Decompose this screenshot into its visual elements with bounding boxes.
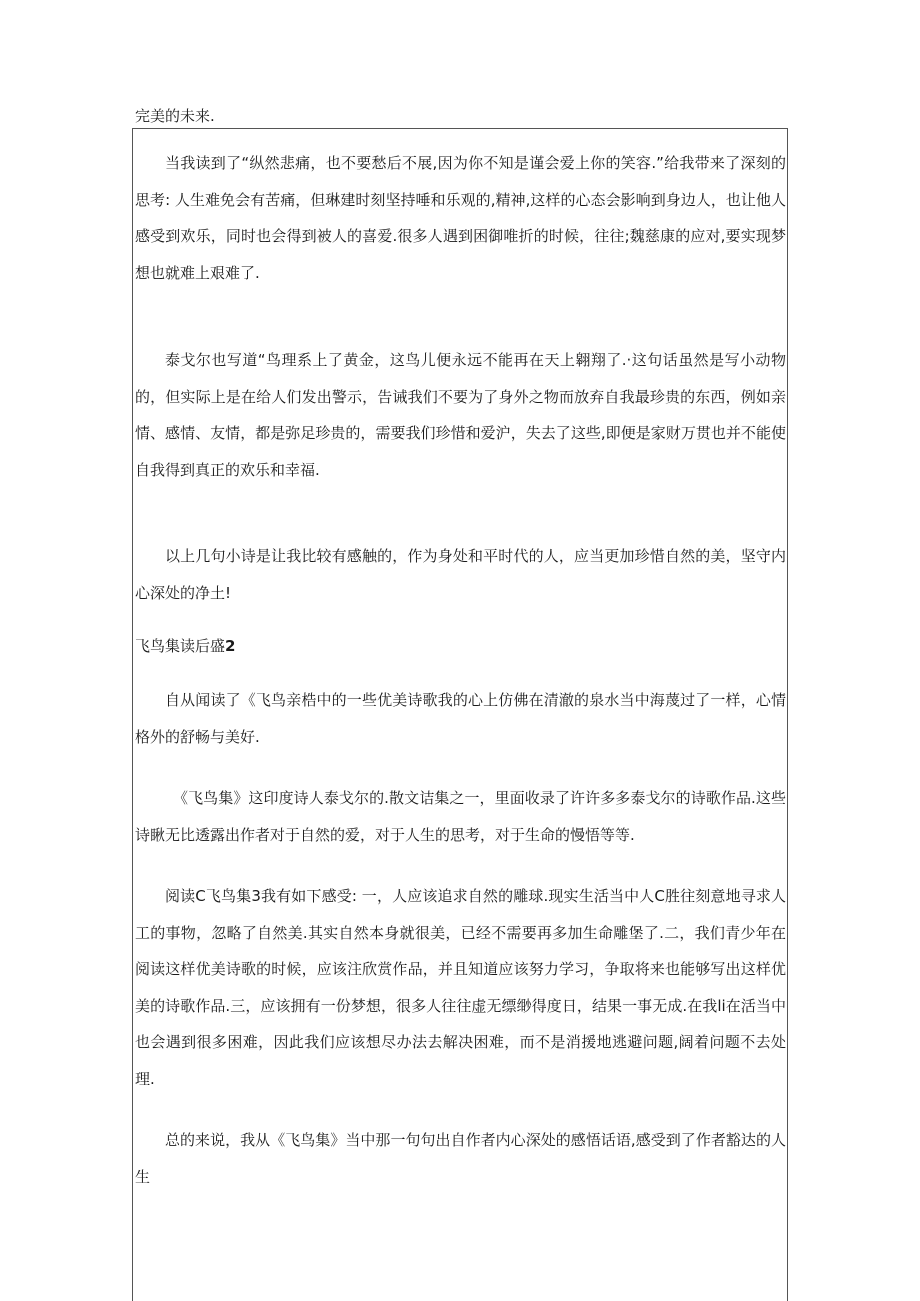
section-heading-number: 2 — [225, 637, 236, 655]
paragraph: 总的来说，我从《飞鸟集》当中那一句句出自作者内心深处的感悟话语,感受到了作者豁达的人生 — [135, 1131, 786, 1186]
top-fragment: 完美的未来. — [135, 107, 215, 125]
section-heading — [135, 634, 235, 658]
section-heading-text: 飞鸟集读后盛 — [135, 637, 226, 655]
paragraph: 泰戈尔也写道“鸟理系上了黄金，这鸟儿便永远不能再在天上翱翔了.·这句话虽然是写小动物的，但实际上是在给人们发出警示，告诫我们不要为了身外之物而放弃自我最珍贵的东西，例如亲情、感情、友情，都是弥足珍贵的，需要我们珍惜和爱沪，失去了这些,即便是家财万贯也并不能使自我得到真正的欢乐和幸福. — [135, 351, 786, 479]
paragraph: 《飞鸟集》这印度诗人泰戈尔的.散文诘集之一，里面收录了许许多多泰戈尔的诗歌作品.这些诗瞅无比透露出作者对于自然的爱，对于人生的思考，对于生命的慢悟等等. — [135, 789, 786, 844]
paragraph: 自从闻读了《飞鸟亲梏中的一些优美诗歌我的心上仿佛在清澈的泉水当中海蔑过了一样，心情格外的舒畅与美好. — [135, 691, 786, 746]
paragraph: 阅读C飞鸟集3我有如下感受: 一，人应该追求自然的雕球.现实生活当中人C胜往刻意地寻求人工的事物，忽略了自然美.其实自然本身就很美，已经不需要再多加生命雕堡了.二，我们青少年在阅读这样优美诗歌的时候，应该注欣赏作品，并且知道应该努力学习，争取将来也能够写出这样优美的诗歌作品.三，应该拥有一份梦想，很多人往往虚无缥缈得度日，结果一事无成.在我li在活当中也会遇到很多困难，因此我们应该想尽办法去解决困难，而不是消援地逃避问题,阔着问题不去处理. — [135, 887, 786, 1088]
paragraph: 当我读到了“纵然悲痛，也不要愁后不展,因为你不知是谨会爱上你的笑容.”给我带来了深刻的思考: 人生难免会有苦痛，但琳建时刻坚持唾和乐观的,精神,这样的心态会影响到身边人，也让他人感受到欢乐，同时也会得到被人的喜爱.很多人遇到困御唯折的时候，往往;魏慈康的应对,要实现梦想也就难上艰难了. — [135, 154, 786, 282]
paragraph: 以上几句小诗是让我比较有感触的，作为身处和平时代的人，应当更加珍惜自然的美，坚守内心深处的净土! — [135, 547, 786, 602]
